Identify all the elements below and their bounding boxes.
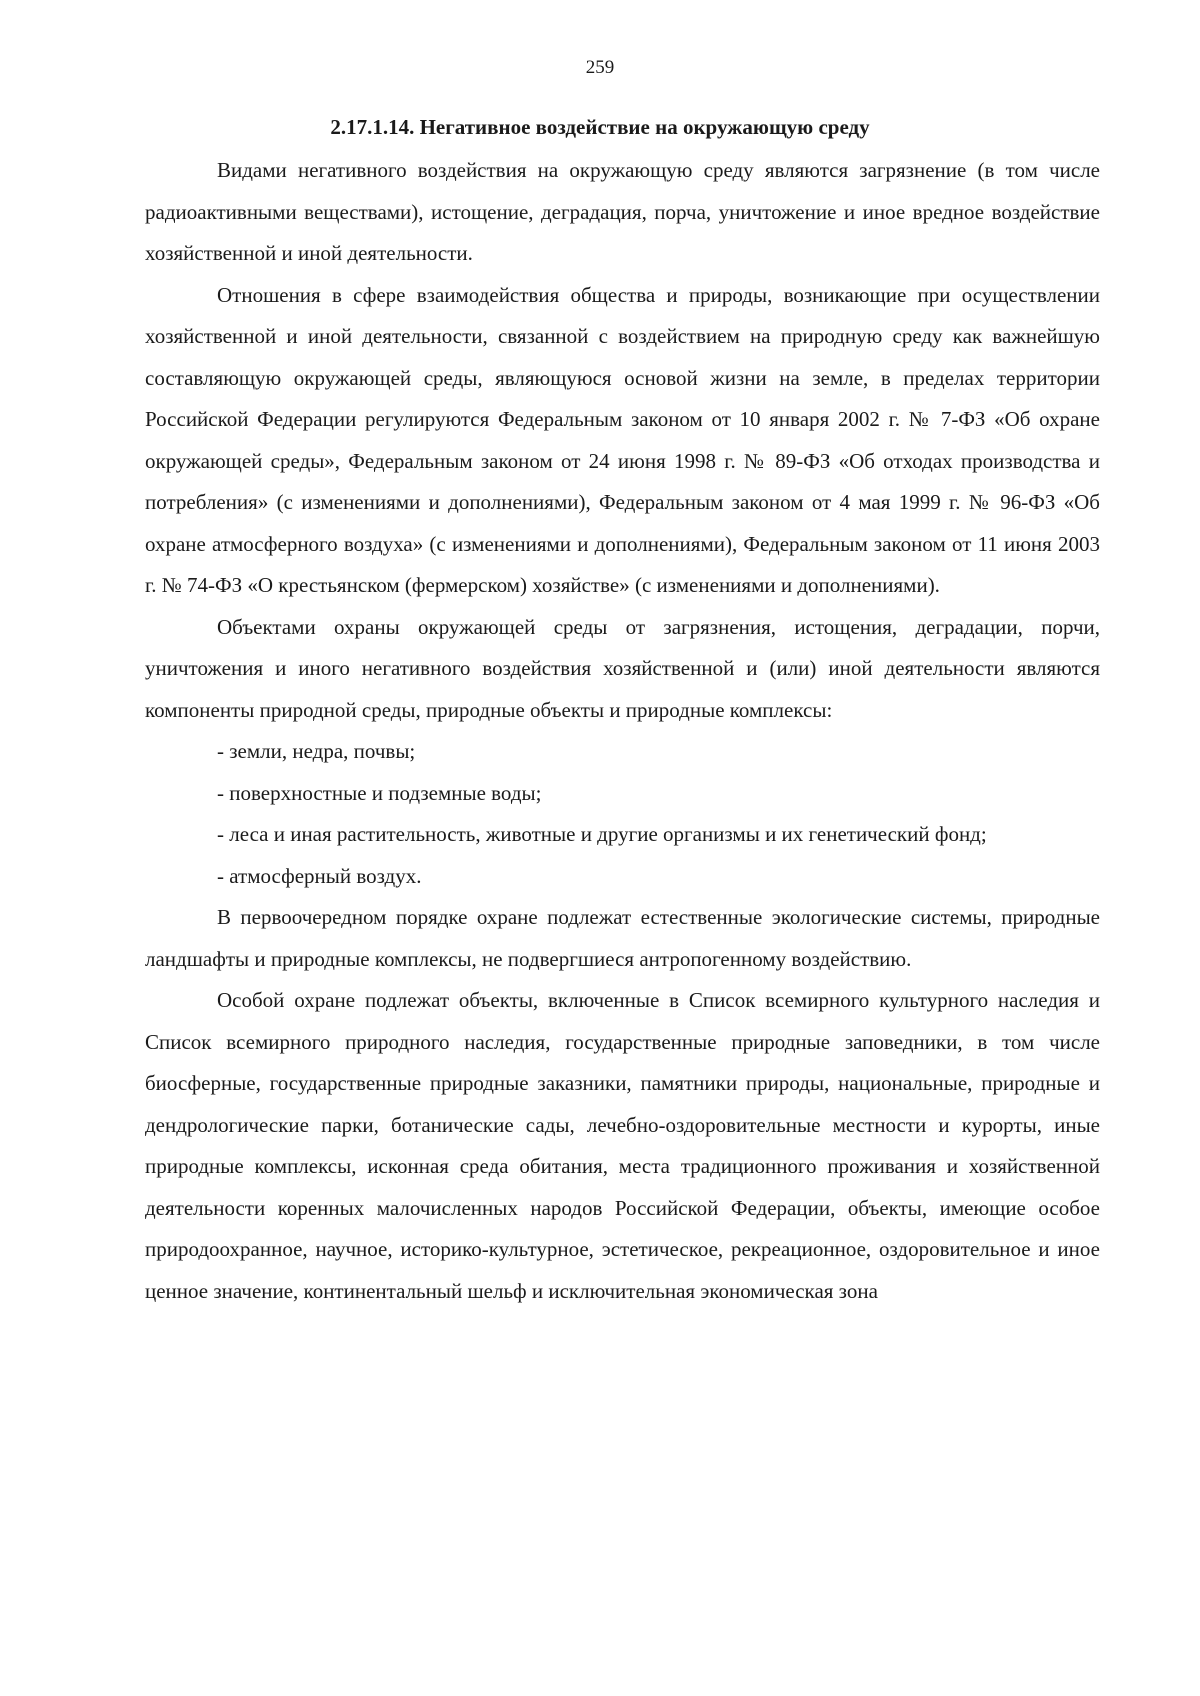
- page-number: 259: [585, 57, 615, 78]
- paragraph: Отношения в сфере взаимодействия общества и природы, возникающие при осуществлении хозяйственной и иной деятельности, связанной с воздействием на природную среду как важнейшую составляющую окружающей среды, являющуюся основой жизни на земле, в пределах территории Российской Федерации регулируются Федеральным законом от 10 января 2002 г. № 7-ФЗ «Об охране окружающей среды», Федеральным законом от 24 июня 1998 г. № 89-ФЗ «Об отходах производства и потребления» (с изменениями и дополнениями), Федеральным законом от 4 мая 1999 г. № 96-ФЗ «Об охране атмосферного воздуха» (с изменениями и дополнениями), Федеральным законом от 11 июня 2003 г. № 74-ФЗ «О крестьянском (фермерском) хозяйстве» (с изменениями и дополнениями).: [145, 282, 1100, 597]
- list-item: - земли, недра, почвы;: [217, 739, 416, 763]
- paragraph: Видами негативного воздействия на окружающую среду являются загрязнение (в том числе радиоактивными веществами), истощение, деградация, порча, уничтожение и иное вредное воздействие хозяйственной и иной деятельности.: [145, 158, 1100, 265]
- paragraph: В первоочередном порядке охране подлежат естественные экологические системы, природные ландшафты и природные комплексы, не подвергшиеся антропогенному воздействию.: [145, 905, 1100, 971]
- section-title: 2.17.1.14. Негативное воздействие на окружающую среду: [330, 115, 870, 139]
- list-item: - атмосферный воздух.: [217, 863, 422, 888]
- paragraph: Объектами охраны окружающей среды от загрязнения, истощения, деградации, порчи, уничтожения и иного негативного воздействия хозяйственной и (или) иной деятельности являются компоненты природной среды, природные объекты и природные комплексы:: [145, 614, 1100, 722]
- list-item: - леса и иная растительность, животные и другие организмы и их генетический фонд;: [217, 822, 987, 846]
- list-item: - поверхностные и подземные воды;: [217, 780, 542, 805]
- body-text: [145, 150, 1100, 1312]
- paragraph: Особой охране подлежат объекты, включенные в Список всемирного культурного наследия и Список всемирного природного наследия, государственные природные заповедники, в том числе биосферные, государственные природные заказники, памятники природы, национальные, природные и дендрологические парки, ботанические сады, лечебно-оздоровительные местности и курорты, иные природные комплексы, исконная среда обитания, места традиционного проживания и хозяйственной деятельности коренных малочисленных народов Российской Федерации, объекты, имеющие особое природоохранное, научное, историко-культурное, эстетическое, рекреационное, оздоровительное и иное ценное значение, континентальный шельф и исключительная экономическая зона: [145, 988, 1100, 1303]
